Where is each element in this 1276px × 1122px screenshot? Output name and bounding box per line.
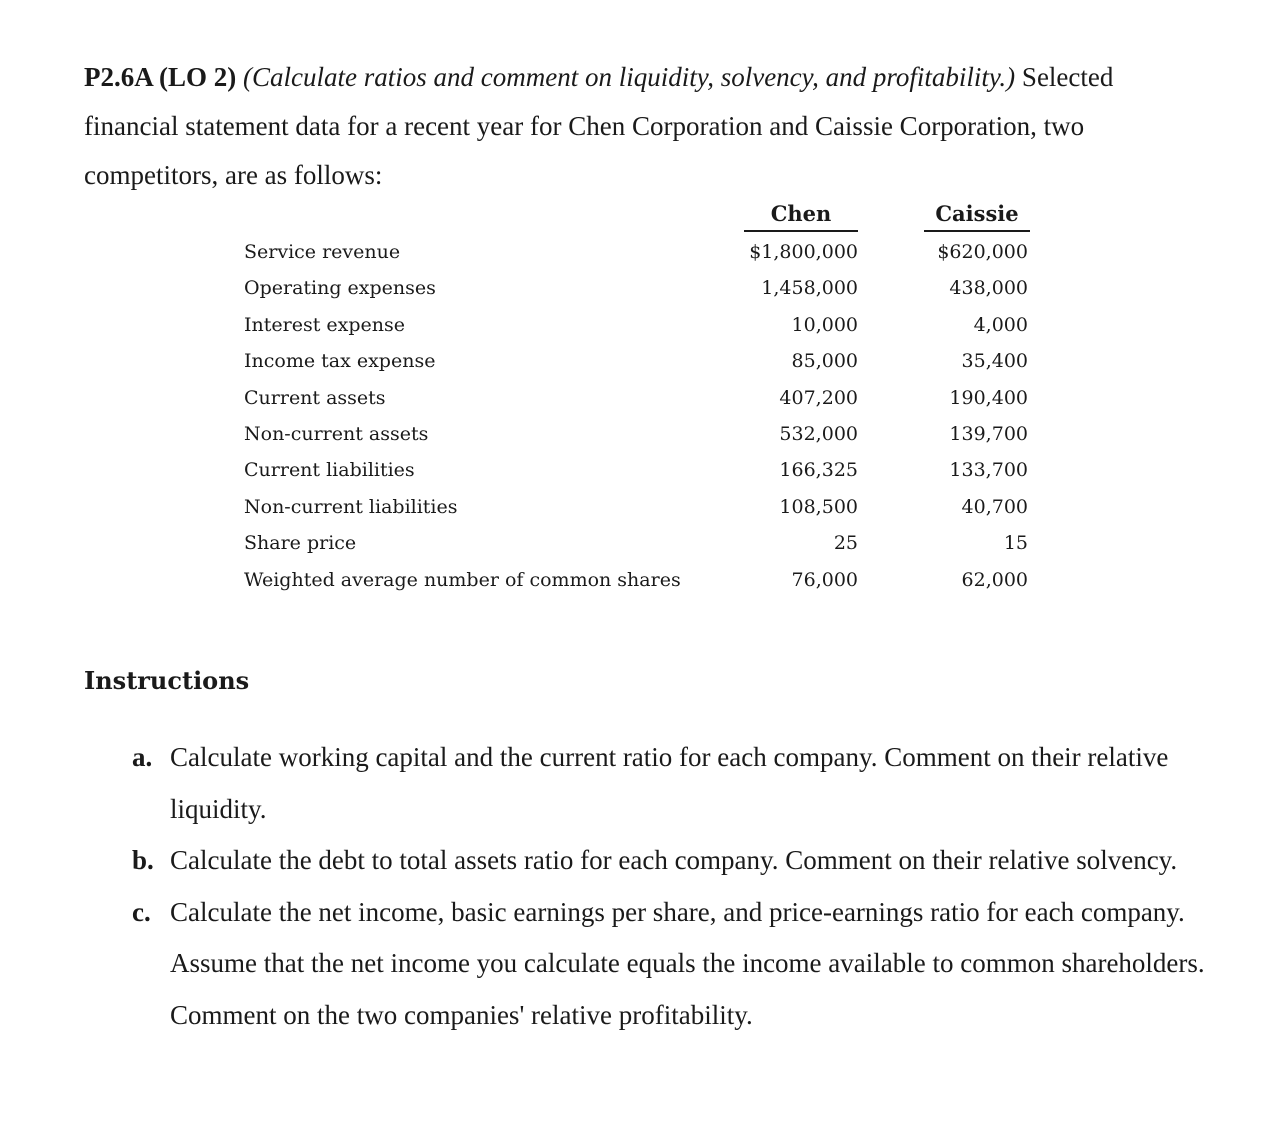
row-label: Current liabilities: [244, 459, 415, 482]
instructions-heading: Instructions: [84, 666, 250, 695]
item-text: Calculate the debt to total assets ratio for each company. Comment on their relative solvency.: [170, 845, 1178, 875]
caissie-value: 133,700: [949, 459, 1028, 482]
chen-value: 1,458,000: [761, 277, 858, 300]
row-label: Service revenue: [244, 241, 401, 263]
problem-id: P2.6A (LO 2): [84, 62, 237, 92]
list-item: [132, 732, 1212, 835]
item-text: Calculate working capital and the current ratio for each company. Comment on their relative liquidity.: [170, 742, 1169, 824]
chen-value: 166,325: [779, 459, 858, 482]
table-row: [244, 234, 1044, 270]
row-label: Share price: [244, 532, 357, 555]
item-letter: c.: [132, 896, 151, 927]
caissie-value: 139,700: [949, 422, 1028, 445]
column-header-caissie: Caissie: [924, 198, 1030, 232]
caissie-value: $620,000: [937, 241, 1028, 263]
chen-value: 10,000: [791, 313, 858, 336]
row-label: Non-current liabilities: [244, 495, 458, 518]
item-letter: a.: [132, 742, 153, 772]
caissie-value: 438,000: [949, 277, 1028, 300]
problem-intro-text: Selected financial statement data for a recent year for Chen Corporation and Caissie Corporation, two competitors, are as follows:: [84, 62, 1114, 190]
chen-value: $1,800,000: [749, 241, 858, 263]
caissie-value: 190,400: [949, 386, 1028, 409]
row-label: Income tax expense: [244, 350, 436, 373]
table-row: [244, 452, 1044, 488]
item-text: Calculate the net income, basic earnings per share, and price-earnings ratio for each company. Assume that the net income you calculate equals the income available to common shareholders. Comment on the two companies' relative profitability.: [170, 896, 1205, 1030]
list-item: [132, 835, 1212, 887]
table-row: [244, 343, 1044, 379]
chen-value: 25: [833, 532, 858, 555]
row-label: Weighted average number of common shares: [244, 568, 681, 591]
chen-value: 76,000: [791, 568, 858, 591]
row-label: Non-current assets: [244, 422, 429, 445]
table-row: [244, 525, 1044, 561]
caissie-value: 62,000: [961, 568, 1028, 591]
table-row: [244, 562, 1044, 598]
row-label: Operating expenses: [244, 277, 436, 300]
caissie-value: 35,400: [961, 350, 1028, 373]
table-row: [244, 270, 1044, 306]
row-label: Current assets: [244, 386, 386, 409]
caissie-value: 15: [1003, 532, 1028, 555]
problem-intro: [84, 53, 1214, 200]
row-label: Interest expense: [244, 313, 405, 336]
table-header: [244, 198, 1044, 234]
column-header-chen: Chen: [744, 198, 858, 232]
chen-value: 407,200: [779, 386, 858, 409]
financial-data-table: [244, 198, 1044, 598]
caissie-value: 40,700: [961, 495, 1028, 518]
item-letter: b.: [132, 845, 154, 875]
list-item: [132, 887, 1212, 1042]
table-row: [244, 416, 1044, 452]
instructions-list: [132, 732, 1212, 1041]
chen-value: 85,000: [791, 350, 858, 373]
chen-value: 532,000: [779, 422, 858, 445]
table-row: [244, 307, 1044, 343]
caissie-value: 4,000: [973, 313, 1028, 336]
chen-value: 108,500: [779, 495, 858, 518]
table-row: [244, 380, 1044, 416]
table-row: [244, 489, 1044, 525]
problem-topic: (Calculate ratios and comment on liquidity, solvency, and profitability.): [243, 62, 1016, 92]
